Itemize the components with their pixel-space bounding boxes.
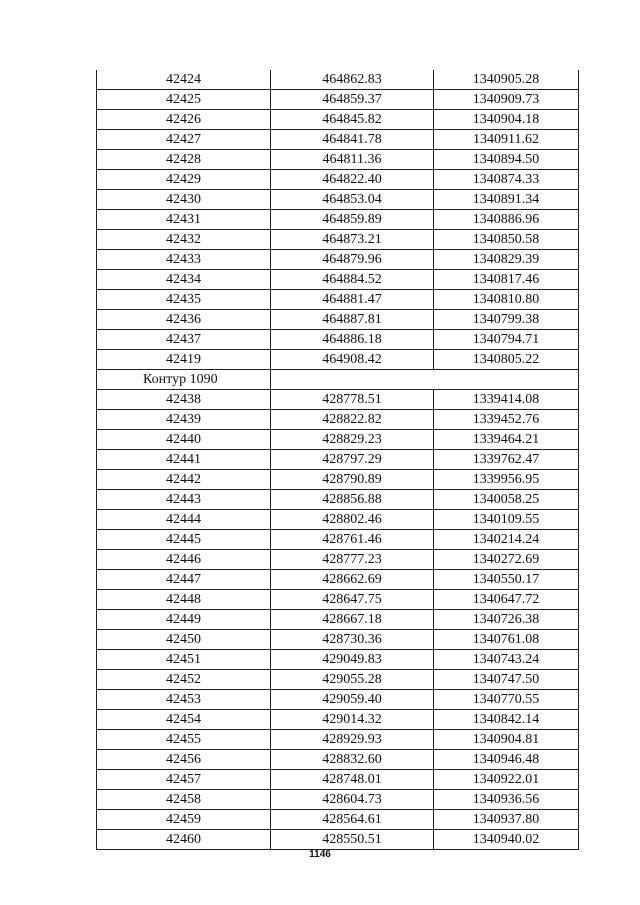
x-coordinate-cell: 428832.60 <box>271 750 434 770</box>
point-number-cell: 42438 <box>97 390 271 410</box>
y-coordinate-cell: 1340905.28 <box>434 70 579 90</box>
y-coordinate-cell: 1340937.80 <box>434 810 579 830</box>
section-label: Контур 1090 <box>97 370 271 390</box>
table-row <box>97 310 579 330</box>
point-number-cell: 42440 <box>97 430 271 450</box>
table-row <box>97 810 579 830</box>
point-number-cell: 42455 <box>97 730 271 750</box>
x-coordinate-cell: 428777.23 <box>271 550 434 570</box>
x-coordinate-cell: 464841.78 <box>271 130 434 150</box>
y-coordinate-cell: 1340940.02 <box>434 830 579 850</box>
table-row <box>97 450 579 470</box>
table-row <box>97 430 579 450</box>
y-coordinate-cell: 1340909.73 <box>434 90 579 110</box>
x-coordinate-cell: 428829.23 <box>271 430 434 450</box>
table-row <box>97 230 579 250</box>
x-coordinate-cell: 428856.88 <box>271 490 434 510</box>
y-coordinate-cell: 1340272.69 <box>434 550 579 570</box>
table-row <box>97 250 579 270</box>
y-coordinate-cell: 1340886.96 <box>434 210 579 230</box>
point-number-cell: 42436 <box>97 310 271 330</box>
table-row <box>97 390 579 410</box>
y-coordinate-cell: 1340550.17 <box>434 570 579 590</box>
y-coordinate-cell: 1340794.71 <box>434 330 579 350</box>
table-row <box>97 710 579 730</box>
x-coordinate-cell: 428822.82 <box>271 410 434 430</box>
point-number-cell: 42452 <box>97 670 271 690</box>
y-coordinate-cell: 1340829.39 <box>434 250 579 270</box>
empty-cell <box>271 370 434 390</box>
table-row <box>97 210 579 230</box>
x-coordinate-cell: 428929.93 <box>271 730 434 750</box>
point-number-cell: 42442 <box>97 470 271 490</box>
table-row <box>97 170 579 190</box>
point-number-cell: 42459 <box>97 810 271 830</box>
table-row <box>97 150 579 170</box>
y-coordinate-cell: 1340936.56 <box>434 790 579 810</box>
point-number-cell: 42431 <box>97 210 271 230</box>
point-number-cell: 42433 <box>97 250 271 270</box>
x-coordinate-cell: 428802.46 <box>271 510 434 530</box>
point-number-cell: 42446 <box>97 550 271 570</box>
y-coordinate-cell: 1340799.38 <box>434 310 579 330</box>
table-row <box>97 90 579 110</box>
x-coordinate-cell: 428604.73 <box>271 790 434 810</box>
table-row <box>97 730 579 750</box>
y-coordinate-cell: 1340810.80 <box>434 290 579 310</box>
x-coordinate-cell: 428778.51 <box>271 390 434 410</box>
table-row <box>97 670 579 690</box>
table-row <box>97 770 579 790</box>
x-coordinate-cell: 428730.36 <box>271 630 434 650</box>
point-number-cell: 42451 <box>97 650 271 670</box>
table-row <box>97 510 579 530</box>
point-number-cell: 42445 <box>97 530 271 550</box>
point-number-cell: 42453 <box>97 690 271 710</box>
table-row <box>97 570 579 590</box>
y-coordinate-cell: 1340743.24 <box>434 650 579 670</box>
table-row <box>97 110 579 130</box>
y-coordinate-cell: 1339464.21 <box>434 430 579 450</box>
x-coordinate-cell: 428790.89 <box>271 470 434 490</box>
table-row <box>97 530 579 550</box>
y-coordinate-cell: 1340842.14 <box>434 710 579 730</box>
table-row <box>97 70 579 90</box>
y-coordinate-cell: 1340904.81 <box>434 730 579 750</box>
x-coordinate-cell: 464859.37 <box>271 90 434 110</box>
y-coordinate-cell: 1340894.50 <box>434 150 579 170</box>
table-row <box>97 830 579 850</box>
page-number: 1146 <box>309 849 331 860</box>
point-number-cell: 42450 <box>97 630 271 650</box>
x-coordinate-cell: 464886.18 <box>271 330 434 350</box>
x-coordinate-cell: 464853.04 <box>271 190 434 210</box>
table-row <box>97 190 579 210</box>
x-coordinate-cell: 429059.40 <box>271 690 434 710</box>
table-row <box>97 290 579 310</box>
table-row <box>97 490 579 510</box>
table-row <box>97 630 579 650</box>
point-number-cell: 42447 <box>97 570 271 590</box>
coordinates-table <box>96 70 579 850</box>
point-number-cell: 42457 <box>97 770 271 790</box>
point-number-cell: 42444 <box>97 510 271 530</box>
y-coordinate-cell: 1339956.95 <box>434 470 579 490</box>
point-number-cell: 42448 <box>97 590 271 610</box>
table-row <box>97 690 579 710</box>
y-coordinate-cell: 1340850.58 <box>434 230 579 250</box>
point-number-cell: 42449 <box>97 610 271 630</box>
x-coordinate-cell: 428761.46 <box>271 530 434 550</box>
table-row <box>97 750 579 770</box>
x-coordinate-cell: 464884.52 <box>271 270 434 290</box>
x-coordinate-cell: 428564.61 <box>271 810 434 830</box>
x-coordinate-cell: 428647.75 <box>271 590 434 610</box>
point-number-cell: 42434 <box>97 270 271 290</box>
y-coordinate-cell: 1340891.34 <box>434 190 579 210</box>
point-number-cell: 42441 <box>97 450 271 470</box>
x-coordinate-cell: 464811.36 <box>271 150 434 170</box>
y-coordinate-cell: 1340770.55 <box>434 690 579 710</box>
table-row <box>97 330 579 350</box>
table-row <box>97 350 579 370</box>
table-row <box>97 130 579 150</box>
x-coordinate-cell: 464873.21 <box>271 230 434 250</box>
y-coordinate-cell: 1340647.72 <box>434 590 579 610</box>
x-coordinate-cell: 464881.47 <box>271 290 434 310</box>
x-coordinate-cell: 464862.83 <box>271 70 434 90</box>
x-coordinate-cell: 428550.51 <box>271 830 434 850</box>
x-coordinate-cell: 428797.29 <box>271 450 434 470</box>
x-coordinate-cell: 428667.18 <box>271 610 434 630</box>
table-row <box>97 550 579 570</box>
point-number-cell: 42460 <box>97 830 271 850</box>
point-number-cell: 42454 <box>97 710 271 730</box>
y-coordinate-cell: 1340904.18 <box>434 110 579 130</box>
y-coordinate-cell: 1339762.47 <box>434 450 579 470</box>
empty-cell <box>434 370 579 390</box>
y-coordinate-cell: 1340109.55 <box>434 510 579 530</box>
y-coordinate-cell: 1340747.50 <box>434 670 579 690</box>
x-coordinate-cell: 464887.81 <box>271 310 434 330</box>
table-row <box>97 470 579 490</box>
y-coordinate-cell: 1340922.01 <box>434 770 579 790</box>
point-number-cell: 42458 <box>97 790 271 810</box>
point-number-cell: 42437 <box>97 330 271 350</box>
section-row <box>97 370 579 390</box>
point-number-cell: 42429 <box>97 170 271 190</box>
point-number-cell: 42456 <box>97 750 271 770</box>
x-coordinate-cell: 428662.69 <box>271 570 434 590</box>
y-coordinate-cell: 1340058.25 <box>434 490 579 510</box>
y-coordinate-cell: 1340726.38 <box>434 610 579 630</box>
x-coordinate-cell: 429014.32 <box>271 710 434 730</box>
x-coordinate-cell: 428748.01 <box>271 770 434 790</box>
y-coordinate-cell: 1340946.48 <box>434 750 579 770</box>
point-number-cell: 42435 <box>97 290 271 310</box>
point-number-cell: 42432 <box>97 230 271 250</box>
y-coordinate-cell: 1340805.22 <box>434 350 579 370</box>
table-row <box>97 270 579 290</box>
x-coordinate-cell: 464822.40 <box>271 170 434 190</box>
y-coordinate-cell: 1340874.33 <box>434 170 579 190</box>
y-coordinate-cell: 1340817.46 <box>434 270 579 290</box>
table-row <box>97 650 579 670</box>
point-number-cell: 42425 <box>97 90 271 110</box>
table-row <box>97 590 579 610</box>
x-coordinate-cell: 464879.96 <box>271 250 434 270</box>
x-coordinate-cell: 429055.28 <box>271 670 434 690</box>
y-coordinate-cell: 1340761.08 <box>434 630 579 650</box>
point-number-cell: 42430 <box>97 190 271 210</box>
point-number-cell: 42428 <box>97 150 271 170</box>
point-number-cell: 42443 <box>97 490 271 510</box>
x-coordinate-cell: 464845.82 <box>271 110 434 130</box>
x-coordinate-cell: 429049.83 <box>271 650 434 670</box>
x-coordinate-cell: 464908.42 <box>271 350 434 370</box>
x-coordinate-cell: 464859.89 <box>271 210 434 230</box>
point-number-cell: 42439 <box>97 410 271 430</box>
table-row <box>97 790 579 810</box>
y-coordinate-cell: 1340911.62 <box>434 130 579 150</box>
y-coordinate-cell: 1340214.24 <box>434 530 579 550</box>
y-coordinate-cell: 1339452.76 <box>434 410 579 430</box>
point-number-cell: 42426 <box>97 110 271 130</box>
table-row <box>97 610 579 630</box>
point-number-cell: 42427 <box>97 130 271 150</box>
point-number-cell: 42424 <box>97 70 271 90</box>
y-coordinate-cell: 1339414.08 <box>434 390 579 410</box>
table-row <box>97 410 579 430</box>
coordinates-table-body <box>97 70 579 850</box>
point-number-cell: 42419 <box>97 350 271 370</box>
